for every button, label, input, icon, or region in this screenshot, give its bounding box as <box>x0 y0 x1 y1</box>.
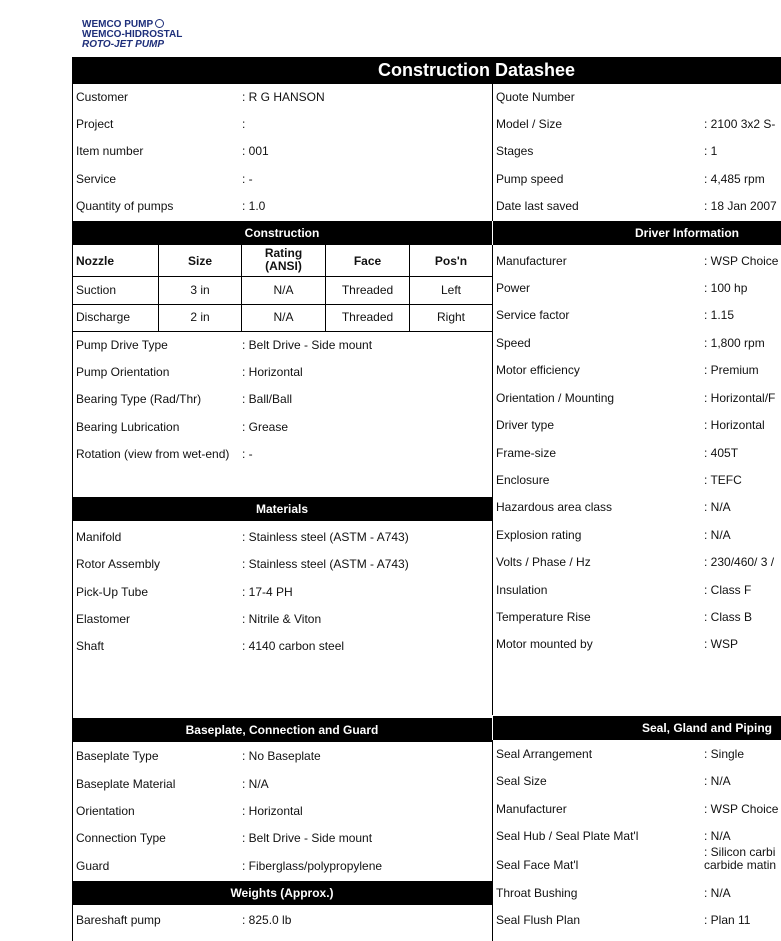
motor-efficiency-label: Motor efficiency <box>496 363 580 377</box>
table-cell: Discharge <box>76 310 131 324</box>
quantity-label: Quantity of pumps <box>76 199 174 213</box>
rotation-value: : - <box>242 447 253 461</box>
seal-arrangement-label: Seal Arrangement <box>496 747 593 761</box>
volts-label: Volts / Phase / Hz <box>496 555 591 569</box>
power-label: Power <box>496 281 531 295</box>
service-value: : - <box>242 172 253 186</box>
pickup-tube-label: Pick-Up Tube <box>76 585 149 599</box>
table-cell: 2 in <box>190 310 210 324</box>
elastomer-value: : Nitrile & Viton <box>242 612 322 626</box>
seal-arrangement-value: : Single <box>704 747 745 761</box>
pump-speed-label: Pump speed <box>496 172 564 186</box>
table-cell: N/A <box>273 283 294 297</box>
baseplate-orientation-label: Orientation <box>76 804 135 818</box>
stages-label: Stages <box>496 144 534 158</box>
rotation-label: Rotation (view from wet-end) <box>76 447 230 461</box>
insulation-value: : Class F <box>704 583 752 597</box>
driver-manufacturer-value: : WSP Choice <box>704 254 779 268</box>
center-divider <box>492 245 493 715</box>
center-divider-bottom <box>492 740 493 941</box>
customer-value: : R G HANSON <box>242 90 325 104</box>
seal-hub-value: : N/A <box>704 829 731 843</box>
rotor-assembly-label: Rotor Assembly <box>76 557 161 571</box>
logo-line-1: WEMCO PUMP <box>82 19 182 30</box>
shaft-label: Shaft <box>76 639 105 653</box>
weights-header: Weights (Approx.) <box>72 881 492 905</box>
datasheet-title-bar <box>72 57 781 84</box>
seal-manufacturer-label: Manufacturer <box>496 802 567 816</box>
guard-label: Guard <box>76 859 110 873</box>
column-header: Nozzle <box>76 254 115 268</box>
enclosure-value: : TEFC <box>704 473 742 487</box>
hazardous-area-value: : N/A <box>704 500 731 514</box>
logo-line-2: WEMCO-HIDROSTAL <box>82 29 183 40</box>
connection-type-value: : Belt Drive - Side mount <box>242 831 373 845</box>
date-saved-value: : 18 Jan 2007 <box>704 199 777 213</box>
company-logo <box>82 19 182 50</box>
elastomer-label: Elastomer <box>76 612 131 626</box>
seal-flush-value: : Plan 11 <box>704 913 751 927</box>
customer-label: Customer <box>76 90 129 104</box>
column-header: Face <box>353 254 382 268</box>
bareshaft-label: Bareshaft pump <box>76 913 161 927</box>
drive-type-label: Pump Drive Type <box>76 338 168 352</box>
orientation-mounting-value: : Horizontal/F <box>704 391 776 405</box>
quantity-value: : 1.0 <box>242 199 266 213</box>
service-factor-label: Service factor <box>496 308 570 322</box>
orientation-value: : Horizontal <box>242 365 303 379</box>
speed-value: : 1,800 rpm <box>704 336 765 350</box>
frame-size-value: : 405T <box>704 446 739 460</box>
column-header: Rating (ANSI) <box>264 246 303 273</box>
hazardous-area-label: Hazardous area class <box>496 500 613 514</box>
throat-bushing-label: Throat Bushing <box>496 886 578 900</box>
baseplate-type-value: : No Baseplate <box>242 749 321 763</box>
orientation-mounting-label: Orientation / Mounting <box>496 391 615 405</box>
logo-mark-icon <box>155 19 164 28</box>
explosion-rating-label: Explosion rating <box>496 528 582 542</box>
bearing-lubrication-value: : Grease <box>242 420 289 434</box>
item-number-value: : 001 <box>242 144 269 158</box>
speed-label: Speed <box>496 336 531 350</box>
motor-mounted-value: : WSP <box>704 637 739 651</box>
table-cell: Threaded <box>341 310 394 324</box>
column-header: Size <box>187 254 212 268</box>
guard-value: : Fiberglass/polypropylene <box>242 859 383 873</box>
driver-header: Driver Information <box>493 221 781 245</box>
table-cell: N/A <box>273 310 294 324</box>
volts-value: : 230/460/ 3 / <box>704 555 775 569</box>
pickup-tube-value: : 17-4 PH <box>242 585 293 599</box>
project-label: Project <box>76 117 114 131</box>
table-cell: Threaded <box>341 283 394 297</box>
construction-header: Construction <box>72 221 492 245</box>
seal-flush-label: Seal Flush Plan <box>496 913 581 927</box>
temperature-rise-label: Temperature Rise <box>496 610 591 624</box>
table-cell: 3 in <box>190 283 210 297</box>
model-size-label: Model / Size <box>496 117 563 131</box>
service-factor-value: : 1.15 <box>704 308 735 322</box>
table-cell: Right <box>436 310 465 324</box>
seal-face-label: Seal Face Mat'l <box>496 858 579 872</box>
driver-type-value: : Horizontal <box>704 418 765 432</box>
seal-face-value <box>704 846 776 872</box>
baseplate-header: Baseplate, Connection and Guard <box>72 718 492 742</box>
bearing-type-label: Bearing Type (Rad/Thr) <box>76 392 202 406</box>
connection-type-label: Connection Type <box>76 831 166 845</box>
driver-type-label: Driver type <box>496 418 555 432</box>
manifold-value: : Stainless steel (ASTM - A743) <box>242 530 409 544</box>
motor-efficiency-value: : Premium <box>704 363 759 377</box>
seal-hub-label: Seal Hub / Seal Plate Mat'l <box>496 829 639 843</box>
seal-header: Seal, Gland and Piping <box>493 716 781 740</box>
table-cell: Left <box>440 283 461 297</box>
seal-size-label: Seal Size <box>496 774 547 788</box>
seal-face-value-line-2: carbide matin <box>704 858 777 872</box>
project-value: : <box>242 117 246 131</box>
logo-line-3: ROTO-JET PUMP <box>82 39 165 50</box>
baseplate-type-label: Baseplate Type <box>76 749 159 763</box>
driver-manufacturer-label: Manufacturer <box>496 254 567 268</box>
table-cell: Suction <box>76 283 117 297</box>
seal-size-value: : N/A <box>704 774 731 788</box>
bearing-lubrication-label: Bearing Lubrication <box>76 420 180 434</box>
bareshaft-value: : 825.0 lb <box>242 913 292 927</box>
manifold-label: Manifold <box>76 530 122 544</box>
insulation-label: Insulation <box>496 583 548 597</box>
item-number-label: Item number <box>76 144 144 158</box>
rotor-assembly-value: : Stainless steel (ASTM - A743) <box>242 557 409 571</box>
power-value: : 100 hp <box>704 281 748 295</box>
motor-mounted-label: Motor mounted by <box>496 637 593 651</box>
service-label: Service <box>76 172 117 186</box>
enclosure-label: Enclosure <box>496 473 550 487</box>
center-divider-top <box>492 84 493 221</box>
drive-type-value: : Belt Drive - Side mount <box>242 338 373 352</box>
explosion-rating-value: : N/A <box>704 528 731 542</box>
quote-number-label: Quote Number <box>496 90 575 104</box>
pump-speed-value: : 4,485 rpm <box>704 172 765 186</box>
seal-manufacturer-value: : WSP Choice <box>704 802 779 816</box>
orientation-label: Pump Orientation <box>76 365 170 379</box>
model-size-value: : 2100 3x2 S- <box>704 117 776 131</box>
date-saved-label: Date last saved <box>496 199 579 213</box>
baseplate-orientation-value: : Horizontal <box>242 804 303 818</box>
datasheet-title: Construction Datashee <box>378 60 576 80</box>
temperature-rise-value: : Class B <box>704 610 753 624</box>
bearing-type-value: : Ball/Ball <box>242 392 293 406</box>
column-header: Pos'n <box>434 254 468 268</box>
seal-face-value-line-1: : Silicon carbi <box>704 845 776 859</box>
baseplate-material-label: Baseplate Material <box>76 777 176 791</box>
shaft-value: : 4140 carbon steel <box>242 639 345 653</box>
materials-header: Materials <box>72 497 492 521</box>
stages-value: : 1 <box>704 144 718 158</box>
throat-bushing-value: : N/A <box>704 886 731 900</box>
baseplate-material-value: : N/A <box>242 777 269 791</box>
frame-size-label: Frame-size <box>496 446 557 460</box>
